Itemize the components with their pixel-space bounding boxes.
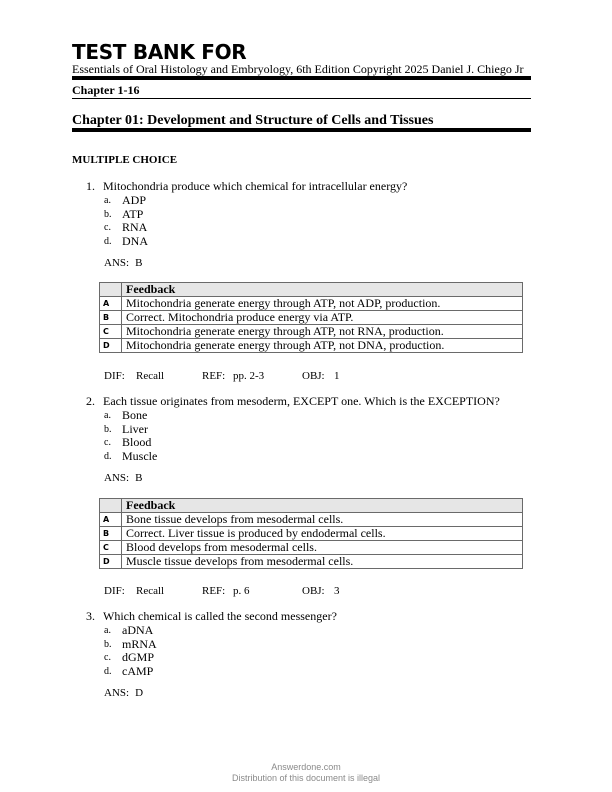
feedback-header: Feedback xyxy=(122,283,523,297)
option-d: d. DNA xyxy=(104,233,148,248)
question-meta: DIF: Recall REF: pp. 2-3 OBJ: 1 xyxy=(104,370,340,382)
question-number: 1. xyxy=(86,179,95,193)
question-text: Which chemical is called the second messenger? xyxy=(103,609,337,623)
question-text: Each tissue originates from mesoderm, EXCEPT one. Which is the EXCEPTION? xyxy=(103,394,500,408)
option-d: d. Muscle xyxy=(104,448,158,463)
option-b: b. Liver xyxy=(104,421,148,436)
objective-value: 3 xyxy=(334,585,340,597)
feedback-row: A Mitochondria generate energy through ATP, not ADP, production. xyxy=(100,297,523,311)
option-a: a. Bone xyxy=(104,408,148,422)
chapter-range-rule xyxy=(72,98,531,99)
question-meta: DIF: Recall REF: p. 6 OBJ: 3 xyxy=(104,585,340,597)
footer-site: Answerdone.com xyxy=(271,762,341,772)
objective-value: 1 xyxy=(334,370,340,382)
feedback-table xyxy=(99,498,523,569)
feedback-row: C Blood develops from mesodermal cells. xyxy=(100,541,523,555)
question-number: 2. xyxy=(86,394,95,408)
feedback-row: A Bone tissue develops from mesodermal cells. xyxy=(100,513,523,527)
question-1 xyxy=(86,179,532,270)
answer-line: ANS: D xyxy=(104,687,144,699)
header-rule xyxy=(72,76,531,80)
option-b: b. mRNA xyxy=(104,636,157,651)
footer-notice: Distribution of this document is illegal xyxy=(231,773,381,783)
option-a: a. aDNA xyxy=(104,623,154,637)
question-number: 3. xyxy=(86,609,95,623)
section-heading: MULTIPLE CHOICE xyxy=(72,154,178,166)
answer-value: D xyxy=(135,687,144,699)
answer-value: B xyxy=(135,472,143,484)
chapter-title: Chapter 01: Development and Structure of Cells and Tissues xyxy=(72,113,434,128)
question-3 xyxy=(86,609,532,700)
answer-value: B xyxy=(135,257,143,269)
question-2 xyxy=(86,394,532,485)
feedback-row: C Mitochondria generate energy through ATP, not RNA, production. xyxy=(100,325,523,339)
feedback-row: B Correct. Mitochondria produce energy via ATP. xyxy=(100,311,523,325)
reference-value: p. 6 xyxy=(233,585,250,597)
question-text: Mitochondria produce which chemical for intracellular energy? xyxy=(103,179,408,193)
chapter-title-rule xyxy=(72,128,531,132)
feedback-header: Feedback xyxy=(122,499,523,513)
feedback-row: B Correct. Liver tissue is produced by endodermal cells. xyxy=(100,527,523,541)
option-b: b. ATP xyxy=(104,206,144,221)
answer-line: ANS: B xyxy=(104,257,143,269)
option-a: a. ADP xyxy=(104,193,147,207)
option-c: c. Blood xyxy=(104,435,152,449)
feedback-row: D Muscle tissue develops from mesodermal cells. xyxy=(100,555,523,569)
option-c: c. RNA xyxy=(104,220,148,234)
reference-value: pp. 2-3 xyxy=(233,370,265,382)
option-d: d. cAMP xyxy=(104,663,154,678)
document-title: TEST BANK FOR xyxy=(72,40,247,64)
chapter-range: Chapter 1-16 xyxy=(72,83,140,97)
difficulty-value: Recall xyxy=(136,585,165,597)
feedback-row: D Mitochondria generate energy through ATP, not DNA, production. xyxy=(100,339,523,353)
difficulty-value: Recall xyxy=(136,370,165,382)
book-subtitle: Essentials of Oral Histology and Embryology, 6th Edition Copyright 2025 Daniel J. Chiego Jr xyxy=(72,62,524,76)
answer-line: ANS: B xyxy=(104,472,143,484)
feedback-table xyxy=(99,282,523,353)
option-c: c. dGMP xyxy=(104,650,155,664)
